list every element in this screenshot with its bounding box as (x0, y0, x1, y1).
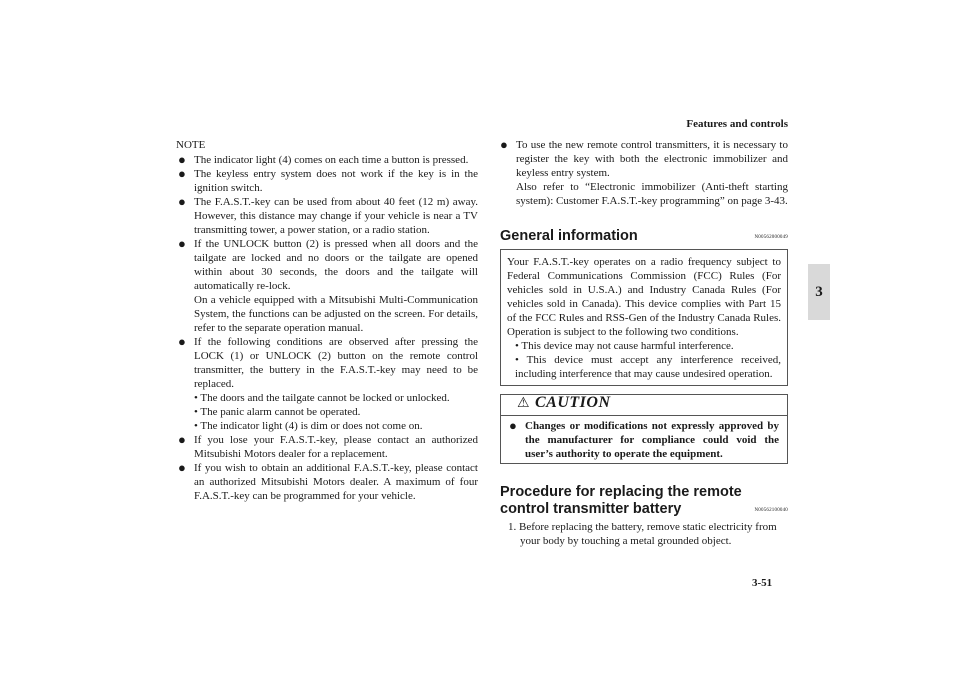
bullet-dot-icon: ● (178, 334, 186, 349)
note-bullet-text: If the UNLOCK button (2) is pressed when all doors and the tailgate are locked and no doors or the tailgate are opened within about 30 seconds, the doors and the tailgate will automatically re-lock. (194, 238, 478, 292)
note-bullet (178, 237, 478, 335)
bullet-dot-icon: ● (178, 460, 186, 475)
caution-title: CAUTION (535, 394, 611, 411)
note-bullet-text: The F.A.S.T.-key can be used from about 40 feet (12 m) away. However, this distance may change if your vehicle is near a TV transmitting tower, a power station, or a radio station. (194, 196, 478, 236)
left-column (178, 138, 478, 503)
section-heading (500, 228, 788, 245)
caution-body (501, 416, 787, 463)
chapter-tab: 3 (808, 264, 830, 320)
note-bullet-extra: Also refer to “Electronic immobilizer (Anti-theft starting system): Customer F.A.S.T.-key programming” on page 3-43. (516, 181, 788, 207)
bullet-dot-icon: ● (178, 152, 186, 167)
note-bullet (178, 433, 478, 461)
note-bullet (178, 153, 478, 167)
info-bullet: • This device may not cause harmful interference. (515, 340, 734, 352)
note-sub-item: • The panic alarm cannot be operated. (194, 406, 361, 418)
section-code: N00562100040 (754, 508, 788, 513)
procedure-step: 1. Before replacing the battery, remove static electricity from your body by touching a metal grounded object. (508, 521, 777, 547)
note-bullet-text: The keyless entry system does not work if the key is in the ignition switch. (194, 168, 478, 194)
right-column (500, 138, 788, 548)
note-bullet (500, 138, 788, 208)
note-sub-item: • The indicator light (4) is dim or does not come on. (194, 420, 423, 432)
note-bullet-text: To use the new remote control transmitters, it is necessary to register the key with both the electronic immobilizer and keyless entry system. (516, 139, 788, 179)
note-bullet-text: If you lose your F.A.S.T.-key, please contact an authorized Mitsubishi Motors dealer for a replacement. (194, 434, 478, 460)
info-box (500, 249, 788, 386)
section-heading (500, 484, 788, 518)
bullet-dot-icon: ● (178, 236, 186, 251)
note-bullet (178, 167, 478, 195)
section-title: General information (500, 228, 638, 244)
bullet-dot-icon: ● (178, 432, 186, 447)
caution-box (500, 394, 788, 464)
bullet-dot-icon: ● (500, 137, 508, 152)
note-bullet (178, 335, 478, 433)
note-bullet-extra: On a vehicle equipped with a Mitsubishi Multi-Communication System, the functions can be adjusted on the screen. For details, refer to the separate operation manual. (194, 294, 478, 334)
note-bullet-text: The indicator light (4) comes on each time a button is pressed. (194, 154, 469, 166)
caution-header (501, 395, 787, 416)
note-bullet-text: If the following conditions are observed after pressing the LOCK (1) or UNLOCK (2) button on the remote control transmitter, the buttery in the F.A.S.T.-key may need to be replaced. (194, 336, 478, 390)
page-header: Features and controls (686, 118, 788, 130)
warning-triangle-icon: ⚠ (517, 396, 530, 411)
page-number: 3-51 (752, 577, 773, 589)
note-title: NOTE (176, 139, 206, 151)
section-code: N00562000049 (754, 235, 788, 240)
bullet-dot-icon: ● (178, 194, 186, 209)
note-bullet (178, 195, 478, 237)
bullet-dot-icon: ● (509, 418, 517, 433)
note-bullet (178, 461, 478, 503)
section-title: Procedure for replacing the remote control transmitter battery (500, 484, 742, 517)
info-bullet: • This device must accept any interference received, including interference that may cause undesired operation. (515, 354, 781, 380)
info-text: Your F.A.S.T.-key operates on a radio frequency subject to Federal Communications Commission (FCC) Rules (For vehicles sold in U.S.A.) and Industry Canada Rules (For vehicles sold in Canada). This device complies with Part 15 of the FCC Rules and RSS-Gen of the Industry Canada Rules. Operation is subject to the following two conditions. (507, 256, 781, 338)
note-bullet-text: If you wish to obtain an additional F.A.S.T.-key, please contact an authorized Mitsubishi Motors dealer. A maximum of four F.A.S.T.-key can be programmed for your vehicle. (194, 462, 478, 502)
bullet-dot-icon: ● (178, 166, 186, 181)
caution-text: Changes or modifications not expressly approved by the manufacturer for compliance could void the user’s authority to operate the equipment. (525, 420, 779, 460)
note-sub-item: • The doors and the tailgate cannot be locked or unlocked. (194, 392, 450, 404)
